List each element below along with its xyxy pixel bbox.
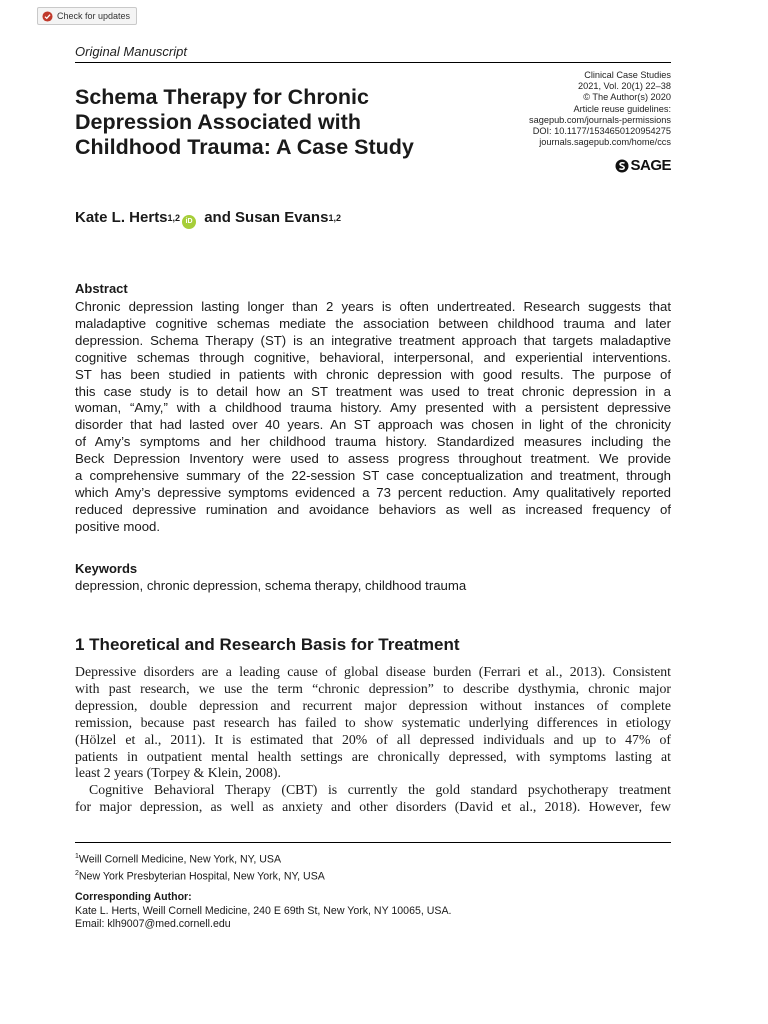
body-line: (Hölzel et al., 2011). It is estimated that 20% of all depressed individuals and up to 47% of: [75, 731, 671, 747]
sage-logo-icon: [615, 159, 629, 173]
abstract-line: maladaptive cognitive schemas mediate the association between childhood trauma and later: [75, 315, 671, 331]
journal-meta: [529, 70, 671, 148]
abstract-line: reduced depressive rumination and avoidance behaviors as well as increased frequency of: [75, 501, 671, 517]
title-line: Schema Therapy for Chronic: [75, 85, 369, 109]
abstract-body: [75, 299, 671, 536]
footnote-rule: [75, 842, 671, 843]
keywords-heading: Keywords: [75, 561, 138, 576]
affiliation-1: [75, 850, 451, 867]
abstract-line: of Amy’s symptoms and her childhood trauma history. Standardized measures including the: [75, 434, 671, 450]
manuscript-type: Original Manuscript: [75, 44, 187, 59]
author-affiliation-marker: 1,2: [167, 213, 181, 223]
body-line: remission, because past research has failed to show systematic underlying differences in etiology: [75, 714, 671, 730]
sage-logo: [615, 157, 671, 174]
abstract-line: disorder that had lasted over 40 years. An ST approach was chosen in light of the chronicity: [75, 417, 671, 433]
body-line: with past research, we use the term “chronic depression” to describe dysthymia, chronic major: [75, 680, 671, 696]
header-rule: [75, 62, 671, 63]
journal-homepage-link[interactable]: journals.sagepub.com/home/ccs: [539, 137, 671, 148]
affiliation-text: Weill Cornell Medicine, New York, NY, USA: [78, 853, 282, 866]
journal-name: Clinical Case Studies: [584, 70, 671, 80]
check-updates-icon: [42, 11, 53, 22]
abstract-line: cognitive schemas through cognitive, behavioral, interpersonal, and experiential interventions.: [75, 349, 671, 365]
abstract-line: this case study is to detail how an ST treatment was used to treat chronic depression in a: [75, 383, 671, 399]
abstract-heading: Abstract: [75, 281, 128, 296]
body-line: Cognitive Behavioral Therapy (CBT) is currently the gold standard psychotherapy treatment: [89, 782, 671, 798]
section-heading: 1 Theoretical and Research Basis for Treatment: [75, 635, 460, 654]
affiliation-marker: 1: [75, 853, 79, 860]
journal-volume: 2021, Vol. 20(1) 22–38: [578, 81, 671, 92]
section-body: [75, 664, 671, 816]
abstract-line: positive mood.: [75, 518, 161, 534]
author-affiliation-marker: 1,2: [328, 213, 341, 223]
body-line: depression, double depression and recurrent major depression without instances of complete: [75, 697, 671, 713]
abstract-line: woman, “Amy,” with a childhood trauma history. Amy presented with a persistent depressive: [75, 400, 671, 416]
affiliation-2: [75, 867, 451, 884]
corresponding-author-label: Corresponding Author:: [75, 891, 192, 904]
body-line: patients in outpatient mental health settings are chronically depressed, with symptoms lasting at: [75, 748, 671, 764]
abstract-line: which Amy’s depressive symptoms evidenced a 73 percent reduction. Amy qualitatively reported: [75, 484, 671, 500]
author-list: [75, 209, 341, 228]
corresponding-author-address: Kate L. Herts, Weill Cornell Medicine, 240 E 69th St, New York, NY 10065, USA.: [75, 904, 452, 917]
body-line: for major depression, as well as anxiety and other disorders (David et al., 2018). However, few: [75, 799, 671, 815]
sage-logo-text: SAGE: [630, 157, 671, 174]
orcid-icon[interactable]: iD: [182, 215, 196, 229]
footnotes: [75, 850, 451, 931]
article-title: [75, 85, 505, 160]
author-name: and Susan Evans: [200, 209, 329, 226]
abstract-line: ST has been studied in patients with chronic depression with good results. The purpose of: [75, 366, 671, 382]
permissions-link[interactable]: sagepub.com/journals-permissions: [529, 114, 671, 125]
reuse-guidelines-label: Article reuse guidelines:: [573, 103, 671, 114]
title-line: Childhood Trauma: A Case Study: [75, 135, 414, 159]
keywords-list: depression, chronic depression, schema therapy, childhood trauma: [75, 578, 467, 593]
body-line: Depressive disorders are a leading cause of global disease burden (Ferrari et al., 2013). Consistent: [75, 664, 671, 679]
check-updates-label: Check for updates: [57, 11, 131, 21]
doi-link[interactable]: DOI: 10.1177/1534650120954275: [532, 126, 671, 137]
title-line: Depression Associated with: [75, 110, 361, 134]
abstract-line: Beck Depression Inventory were used to assess progress throughout treatment. We provide: [75, 451, 671, 467]
author-name: Kate L. Herts: [75, 209, 168, 226]
affiliation-marker: 2: [75, 869, 79, 877]
abstract-line: depression. Schema Therapy (ST) is an integrative treatment approach that targets maladaptive: [75, 332, 671, 348]
body-line: least 2 years (Torpey & Klein, 2008).: [75, 765, 281, 781]
affiliation-text: New York Presbyterian Hospital, New York, NY, USA: [78, 870, 325, 883]
copyright: © The Author(s) 2020: [583, 92, 671, 103]
check-for-updates-button[interactable]: [37, 7, 137, 25]
abstract-line: Chronic depression lasting longer than 2 years is often undertreated. Research suggests that: [75, 299, 671, 314]
abstract-line: a comprehensive summary of the 22-session ST case conceptualization and treatment, through: [75, 468, 671, 484]
corresponding-author-email[interactable]: Email: klh9007@med.cornell.edu: [75, 917, 231, 930]
